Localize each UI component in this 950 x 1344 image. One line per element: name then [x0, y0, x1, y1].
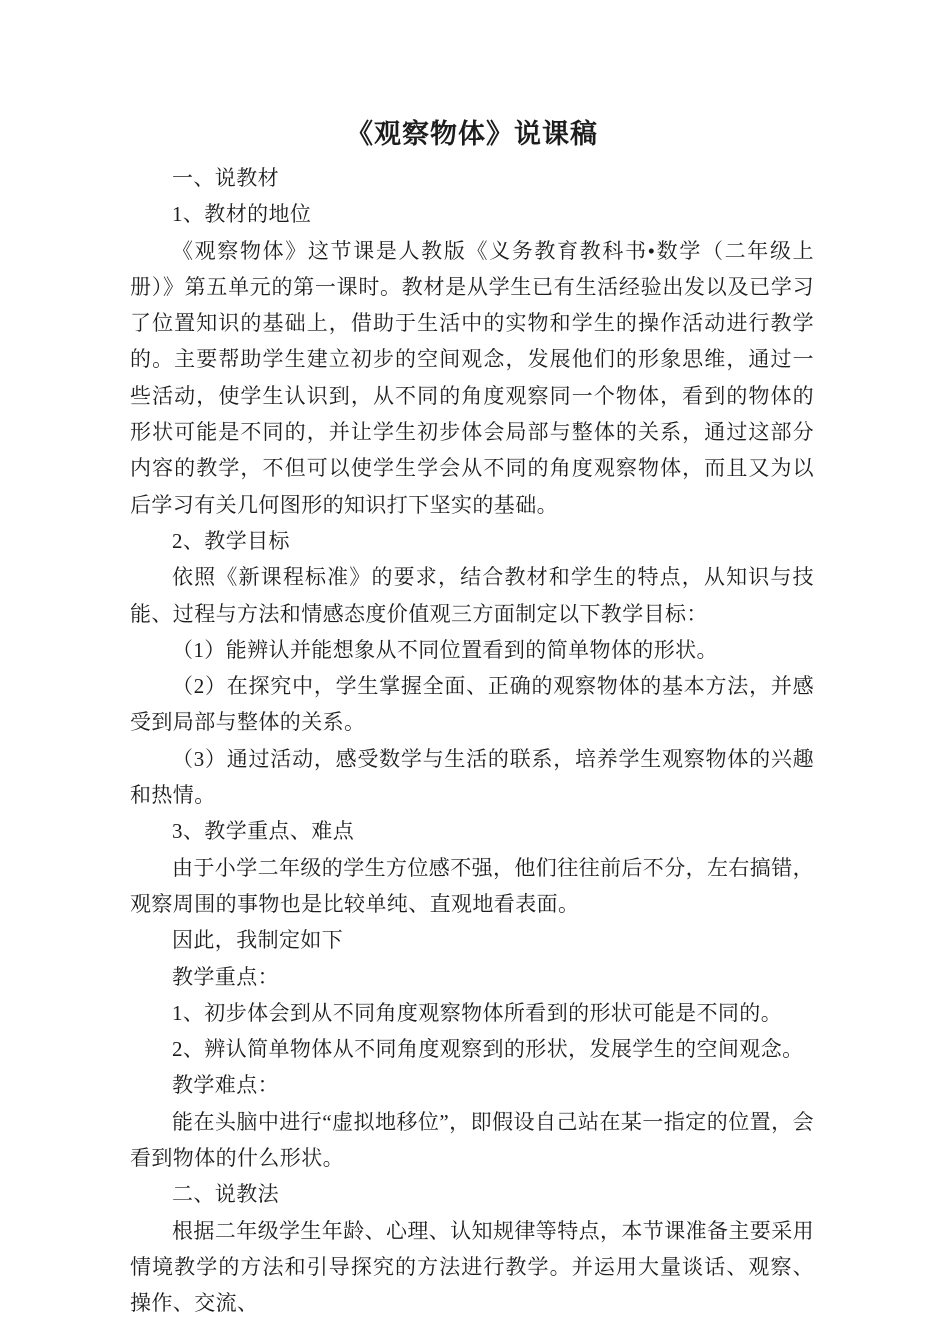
- paragraph: （2）在探究中，学生掌握全面、正确的观察物体的基本方法，并感受到局部与整体的关系。: [130, 674, 814, 735]
- paragraph: （3）通过活动，感受数学与生活的联系，培养学生观察物体的兴趣和热情。: [130, 746, 814, 808]
- paragraph: 2、教学目标: [172, 528, 290, 553]
- paragraph: 依照《新课程标准》的要求，结合教材和学生的特点，从知识与技能、过程与方法和情感态度价值观三方面制定以下教学目标：: [130, 565, 814, 626]
- document-title: 《观察物体》说课稿: [346, 119, 598, 149]
- paragraph: 2、辨认简单物体从不同角度观察到的形状，发展学生的空间观念。: [172, 1037, 804, 1062]
- document-body: [130, 160, 814, 1322]
- paragraph: 1、教材的地位: [172, 202, 312, 227]
- paragraph: 一、说教材: [172, 166, 279, 190]
- paragraph: 教学难点：: [172, 1073, 279, 1098]
- paragraph: 1、初步体会到从不同角度观察物体所看到的形状可能是不同的。: [172, 1000, 783, 1025]
- paragraph: （1）能辨认并能想象从不同位置看到的简单物体的形状。: [172, 637, 718, 662]
- paragraph: 由于小学二年级的学生方位感不强，他们往往前后不分，左右搞错，观察周围的事物也是比较单纯、直观地看表面。: [130, 855, 814, 916]
- paragraph: 根据二年级学生年龄、心理、认知规律等特点，本节课准备主要采用情境教学的方法和引导探究的方法进行教学。并运用大量谈话、观察、操作、交流、: [130, 1218, 814, 1316]
- paragraph: 能在头脑中进行“虚拟地移位”，即假设自己站在某一指定的位置，会看到物体的什么形状。: [130, 1109, 814, 1171]
- paragraph: 因此，我制定如下: [172, 928, 344, 953]
- paragraph: 教学重点：: [172, 964, 279, 989]
- paragraph: 《观察物体》这节课是人教版《义务教育教科书•数学（二年级上册）》第五单元的第一课时。教材是从学生已有生活经验出发以及已学习了位置知识的基础上，借助于生活中的实物和学生的操作活动进行教学的。主要帮助学生建立初步的空间观念，发展他们的形象思维，通过一些活动，使学生认识到，从不同的角度观察同一个物体，看到的物体的形状可能是不同的，并让学生初步体会局部与整体的关系，通过这部分内容的教学，不但可以使学生学会从不同的角度观察物体，而且又为以后学习有关几何图形的知识打下坚实的基础。: [130, 238, 814, 517]
- paragraph: 3、教学重点、难点: [172, 819, 355, 844]
- paragraph: 二、说教法: [172, 1182, 279, 1207]
